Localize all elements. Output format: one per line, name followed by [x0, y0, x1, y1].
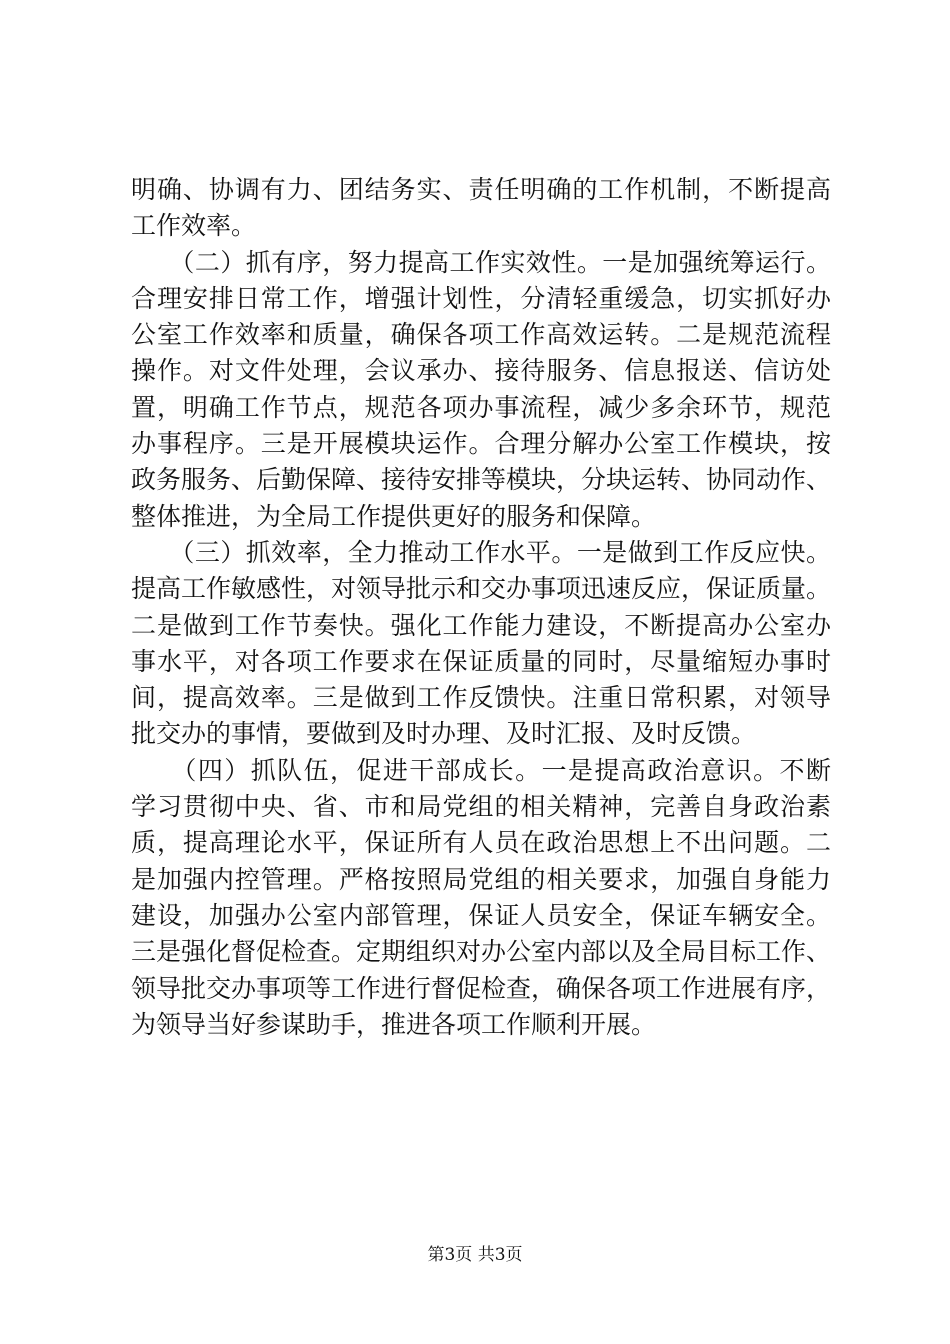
text-line: 质，提高理论水平，保证所有人员在政治思想上不出问题。二 — [131, 828, 831, 858]
text-line: 政务服务、后勤保障、接待安排等模块，分块运转、协同动作、 — [131, 465, 832, 495]
text-line: 间，提高效率。三是做到工作反馈快。注重日常积累，对领导 — [131, 683, 831, 713]
text-line: 学习贯彻中央、省、市和局党组的相关精神，完善自身政治素 — [131, 792, 831, 822]
text-line: 合理安排日常工作，增强计划性，分清轻重缓急，切实抓好办 — [131, 283, 831, 313]
text-line: 提高工作敏感性，对领导批示和交办事项迅速反应，保证质量。 — [131, 574, 832, 604]
text-line: 明确、协调有力、团结务实、责任明确的工作机制，不断提高 — [131, 175, 831, 204]
text-line: 二是做到工作节奏快。强化工作能力建设，不断提高办公室办 — [131, 610, 831, 640]
text-line: 操作。对文件处理，会议承办、接待服务、信息报送、信访处 — [131, 356, 831, 386]
document-body — [131, 172, 831, 1043]
text-line: 公室工作效率和质量，确保各项工作高效运转。二是规范流程 — [131, 320, 831, 350]
text-line: 工作效率。 — [131, 211, 257, 241]
text-line: 整体推进，为全局工作提供更好的服务和保障。 — [131, 501, 657, 531]
text-line: 为领导当好参谋助手，推进各项工作顺利开展。 — [131, 1009, 657, 1039]
text-line: 三是强化督促检查。定期组织对办公室内部以及全局目标工作、 — [131, 937, 832, 967]
text-line: 批交办的事情，要做到及时办理、及时汇报、及时反馈。 — [131, 719, 757, 749]
text-line: 事水平，对各项工作要求在保证质量的同时，尽量缩短办事时 — [131, 646, 831, 676]
text-line: 置，明确工作节点，规范各项办事流程，减少多余环节，规范 — [131, 392, 831, 422]
text-line: 办事程序。三是开展模块运作。合理分解办公室工作模块，按 — [131, 429, 831, 459]
text-line: 领导批交办事项等工作进行督促检查，确保各项工作进展有序， — [131, 973, 832, 1003]
text-line: 是加强内控管理。严格按照局党组的相关要求，加强自身能力 — [131, 864, 831, 894]
text-line: （四）抓队伍，促进干部成长。一是提高政治意识。不断 — [131, 755, 831, 785]
text-line: 建设，加强办公室内部管理，保证人员安全，保证车辆安全。 — [131, 900, 831, 930]
page-number-footer: 第3页 共3页 — [427, 1245, 523, 1265]
text-line: （二）抓有序，努力提高工作实效性。一是加强统筹运行。 — [131, 247, 831, 277]
text-line: （三）抓效率，全力推动工作水平。一是做到工作反应快。 — [131, 537, 831, 567]
